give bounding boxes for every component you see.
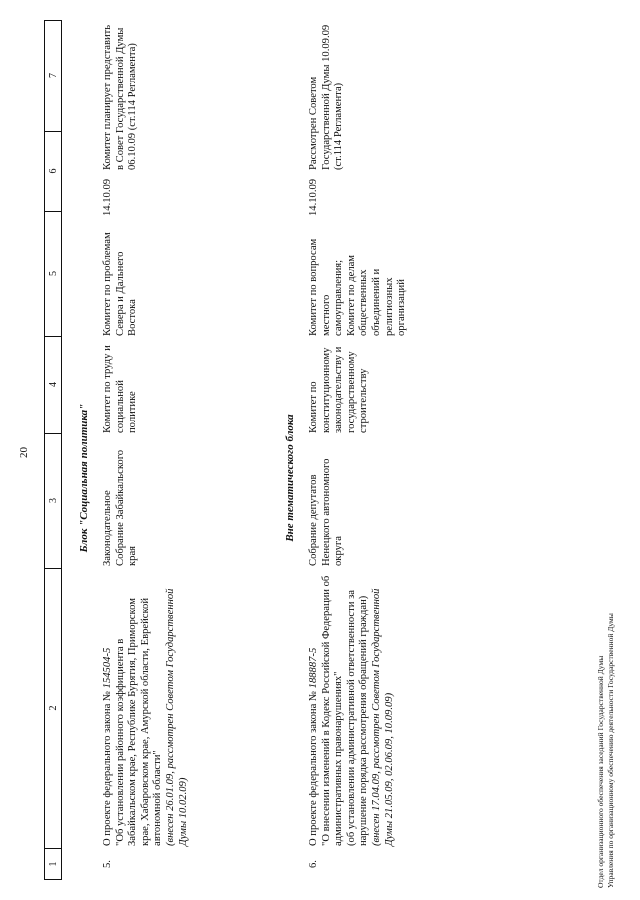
- law-description: [308, 574, 396, 846]
- initiator: Собрание депутатов Ненецкого автономного округа: [308, 458, 345, 566]
- law-note: (внесен 17.04.09, рассмотрен Советом Государственной Думы 21.05.09, 02.06.09, 10.09.09): [370, 588, 395, 846]
- block-title: Вне тематического блока: [284, 414, 296, 542]
- law-title: "Об установлении районного коэффициента в Забайкальском крае, Республике Бурятия, Приморском крае, Хабаровском крае, Амурской области, Еврейской автономной области": [114, 597, 164, 846]
- law-description: [102, 574, 190, 846]
- date: 14.10.09: [308, 178, 319, 216]
- row-number: 6.: [308, 860, 319, 868]
- law-intro: О проекте федерального закона №: [102, 688, 113, 846]
- page-number: 20: [18, 447, 30, 458]
- responsible-committee: Комитет по конституционному законодательству и государственному строительству: [308, 346, 370, 433]
- initiator: Законодательное Собрание Забайкальского края: [102, 449, 139, 566]
- co-executor-committee: Комитет по вопросам местного самоуправления; Комитет по делам общественных объединений и религиозных организаций: [308, 238, 408, 336]
- column-header-3: 3: [45, 433, 61, 569]
- law-note: (внесен 26.01.09, рассмотрен Советом Государственной Думы 10.02.09): [164, 588, 189, 846]
- date: 14.10.09: [102, 178, 113, 216]
- column-header-7: 7: [45, 20, 61, 132]
- rotated-document-page: [18, 8, 628, 888]
- law-subtitle: (об установлении административной ответственности за нарушение порядка рассмотрения обращений граждан): [345, 590, 370, 846]
- status-note: Рассмотрен Советом Государственной Думы 10.09.09 (ст.114 Регламента): [308, 24, 345, 170]
- block-title: Блок "Социальная политика": [78, 403, 90, 553]
- footer-line-2: Управления по организационному обеспечению деятельности Государственной Думы: [605, 613, 615, 888]
- column-header-2: 2: [45, 568, 61, 849]
- status-note: Комитет планирует представить в Совет Государственной Думы 06.10.09 (ст.114 Регламента): [102, 24, 139, 170]
- column-header-4: 4: [45, 336, 61, 434]
- footer: [596, 328, 615, 888]
- law-intro: О проекте федерального закона №: [308, 688, 319, 846]
- footer-line-1: Отдел организационного обеспечения заседаний Государственной Думы: [596, 655, 605, 888]
- column-header-5: 5: [45, 211, 61, 337]
- co-executor-committee: Комитет по проблемам Севера и Дальнего Востока: [102, 232, 139, 336]
- column-header-1: 1: [48, 861, 59, 867]
- law-title: "О внесении изменений в Кодекс Российской Федерации об административных правонарушениях": [320, 575, 345, 846]
- row-number: 5.: [102, 860, 113, 868]
- law-number: 154504-5: [102, 647, 113, 689]
- column-number-header: [44, 20, 62, 880]
- law-number: 188887-5: [308, 647, 319, 689]
- responsible-committee: Комитет по труду и социальной политике: [102, 345, 139, 433]
- column-header-6: 6: [45, 131, 61, 212]
